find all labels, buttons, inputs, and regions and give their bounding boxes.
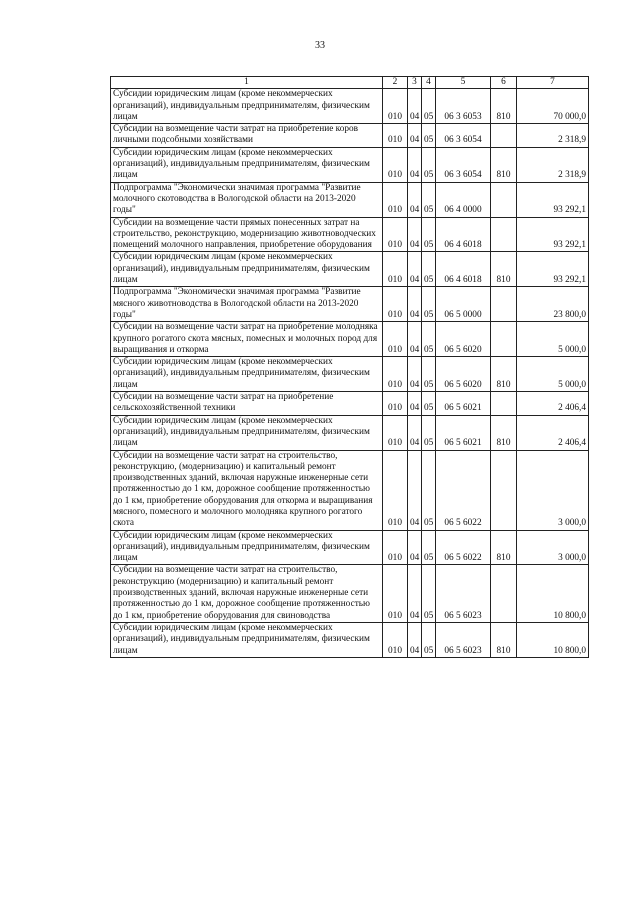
header-cell: 7	[517, 77, 589, 89]
row-value-cell	[491, 217, 517, 252]
header-cell: 3	[408, 77, 422, 89]
row-value-cell: 04	[408, 124, 422, 148]
table-row	[111, 147, 589, 182]
row-value-cell: 010	[383, 182, 408, 217]
row-value-cell: 93 292,1	[517, 252, 589, 287]
row-value-cell: 810	[491, 415, 517, 450]
row-value-cell: 04	[408, 252, 422, 287]
table-row	[111, 182, 589, 217]
header-cell: 6	[491, 77, 517, 89]
row-value-cell: 04	[408, 217, 422, 252]
row-value-cell	[491, 392, 517, 416]
row-value-cell: 04	[408, 89, 422, 124]
row-value-cell: 93 292,1	[517, 182, 589, 217]
row-value-cell: 010	[383, 392, 408, 416]
row-value-cell: 3 000,0	[517, 530, 589, 565]
row-value-cell: 05	[422, 357, 436, 392]
row-name-cell: Субсидии юридическим лицам (кроме некоммерческих организаций), индивидуальным предпринимателям, физическим лицам	[111, 357, 383, 392]
row-value-cell: 010	[383, 530, 408, 565]
row-name-cell: Субсидии юридическим лицам (кроме некоммерческих организаций), индивидуальным предпринимателям, физическим лицам	[111, 622, 383, 657]
row-name-cell: Подпрограмма "Экономически значимая программа "Развитие мясного животноводства в Вологодской области на 2013-2020 годы"	[111, 287, 383, 322]
row-value-cell: 010	[383, 147, 408, 182]
row-value-cell: 06 3 6053	[436, 89, 491, 124]
row-value-cell: 05	[422, 622, 436, 657]
table-row	[111, 322, 589, 357]
row-value-cell: 06 3 6054	[436, 124, 491, 148]
table-row	[111, 217, 589, 252]
page-number: 33	[315, 40, 325, 51]
table-row	[111, 357, 589, 392]
row-value-cell: 05	[422, 182, 436, 217]
table-row	[111, 622, 589, 657]
row-value-cell: 05	[422, 415, 436, 450]
row-name-cell: Субсидии на возмещение части затрат на строительство, реконструкцию (модернизацию) и капитальный ремонт производственных зданий, включая наружные инженерные сети протяженностью до 1 км, дорожное сообщение протяженностью до 1 км, приобретение оборудования для свиноводства	[111, 565, 383, 622]
row-name-cell: Субсидии на возмещение части затрат на приобретение сельскохозяйственной техники	[111, 392, 383, 416]
row-name-cell: Подпрограмма "Экономически значимая программа "Развитие молочного скотоводства в Вологодской области на 2013-2020 годы"	[111, 182, 383, 217]
row-value-cell: 04	[408, 147, 422, 182]
row-value-cell: 010	[383, 450, 408, 530]
table-header-row	[111, 77, 589, 89]
row-value-cell: 010	[383, 357, 408, 392]
row-value-cell: 04	[408, 322, 422, 357]
row-name-cell: Субсидии на возмещение части затрат на приобретение коров личными подсобными хозяйствами	[111, 124, 383, 148]
row-value-cell: 2 406,4	[517, 415, 589, 450]
row-value-cell: 2 406,4	[517, 392, 589, 416]
row-value-cell: 810	[491, 147, 517, 182]
row-value-cell: 05	[422, 565, 436, 622]
row-value-cell	[491, 565, 517, 622]
row-name-cell: Субсидии на возмещение части прямых понесенных затрат на строительство, реконструкцию, модернизацию животноводческих помещений молочного направления, приобретение оборудования	[111, 217, 383, 252]
row-value-cell: 010	[383, 124, 408, 148]
row-value-cell: 810	[491, 622, 517, 657]
row-value-cell: 05	[422, 252, 436, 287]
row-value-cell: 23 800,0	[517, 287, 589, 322]
row-value-cell: 06 3 6054	[436, 147, 491, 182]
table-row	[111, 415, 589, 450]
row-value-cell: 04	[408, 450, 422, 530]
row-value-cell: 010	[383, 217, 408, 252]
row-value-cell	[491, 182, 517, 217]
row-value-cell: 05	[422, 322, 436, 357]
row-value-cell: 06 5 6020	[436, 322, 491, 357]
row-value-cell: 06 5 6021	[436, 392, 491, 416]
table-row	[111, 287, 589, 322]
header-cell: 4	[422, 77, 436, 89]
row-value-cell: 04	[408, 415, 422, 450]
row-value-cell: 010	[383, 287, 408, 322]
row-value-cell: 93 292,1	[517, 217, 589, 252]
table-row	[111, 392, 589, 416]
table-row	[111, 252, 589, 287]
row-value-cell: 05	[422, 530, 436, 565]
row-value-cell: 05	[422, 217, 436, 252]
row-value-cell: 5 000,0	[517, 322, 589, 357]
row-name-cell: Субсидии юридическим лицам (кроме некоммерческих организаций), индивидуальным предпринимателям, физическим лицам	[111, 147, 383, 182]
row-value-cell: 04	[408, 182, 422, 217]
row-value-cell: 010	[383, 252, 408, 287]
row-name-cell: Субсидии на возмещение части затрат на строительство, реконструкцию, (модернизацию) и капитальный ремонт производственных зданий, включая наружные инженерные сети протяженностью до 1 км, дорожное сообщение протяженностью до 1 км, приобретение оборудования для откорма и выращивания мясного, помесного и молочного молодняка крупного рогатого скота	[111, 450, 383, 530]
row-value-cell	[491, 124, 517, 148]
header-cell: 2	[383, 77, 408, 89]
row-value-cell: 810	[491, 89, 517, 124]
row-value-cell	[491, 450, 517, 530]
row-value-cell: 04	[408, 622, 422, 657]
row-value-cell	[491, 322, 517, 357]
row-value-cell: 04	[408, 565, 422, 622]
row-value-cell: 04	[408, 357, 422, 392]
row-value-cell: 06 5 6023	[436, 622, 491, 657]
row-name-cell: Субсидии юридическим лицам (кроме некоммерческих организаций), индивидуальным предпринимателям, физическим лицам	[111, 252, 383, 287]
row-value-cell: 05	[422, 450, 436, 530]
row-value-cell: 2 318,9	[517, 124, 589, 148]
row-value-cell: 06 4 6018	[436, 252, 491, 287]
row-value-cell: 05	[422, 147, 436, 182]
row-value-cell: 06 4 0000	[436, 182, 491, 217]
row-value-cell: 010	[383, 89, 408, 124]
table-row	[111, 530, 589, 565]
row-value-cell: 10 800,0	[517, 622, 589, 657]
row-value-cell: 04	[408, 392, 422, 416]
row-value-cell: 810	[491, 357, 517, 392]
row-value-cell: 810	[491, 530, 517, 565]
row-value-cell: 010	[383, 622, 408, 657]
row-value-cell: 05	[422, 124, 436, 148]
table-row	[111, 89, 589, 124]
table-row	[111, 565, 589, 622]
row-name-cell: Субсидии юридическим лицам (кроме некоммерческих организаций), индивидуальным предпринимателям, физическим лицам	[111, 530, 383, 565]
row-value-cell: 70 000,0	[517, 89, 589, 124]
row-name-cell: Субсидии юридическим лицам (кроме некоммерческих организаций), индивидуальным предпринимателям, физическим лицам	[111, 89, 383, 124]
row-value-cell: 010	[383, 415, 408, 450]
row-value-cell: 5 000,0	[517, 357, 589, 392]
budget-table	[110, 76, 589, 658]
row-value-cell: 05	[422, 392, 436, 416]
row-value-cell: 06 5 6021	[436, 415, 491, 450]
row-value-cell: 06 5 6023	[436, 565, 491, 622]
table-row	[111, 450, 589, 530]
row-value-cell: 06 5 6020	[436, 357, 491, 392]
row-value-cell: 05	[422, 89, 436, 124]
row-value-cell: 06 5 6022	[436, 530, 491, 565]
row-value-cell: 06 4 6018	[436, 217, 491, 252]
row-value-cell: 3 000,0	[517, 450, 589, 530]
row-value-cell: 010	[383, 322, 408, 357]
row-value-cell: 810	[491, 252, 517, 287]
table-row	[111, 124, 589, 148]
row-value-cell: 04	[408, 287, 422, 322]
header-cell: 5	[436, 77, 491, 89]
table-body	[111, 89, 589, 658]
row-value-cell: 06 5 6022	[436, 450, 491, 530]
row-name-cell: Субсидии на возмещение части затрат на приобретение молодняка крупного рогатого скота мясных, помесных и молочных пород для выращивания и откорма	[111, 322, 383, 357]
row-value-cell: 10 800,0	[517, 565, 589, 622]
row-value-cell: 05	[422, 287, 436, 322]
row-value-cell: 06 5 0000	[436, 287, 491, 322]
header-cell: 1	[111, 77, 383, 89]
row-value-cell	[491, 287, 517, 322]
row-value-cell: 2 318,9	[517, 147, 589, 182]
row-value-cell: 04	[408, 530, 422, 565]
row-name-cell: Субсидии юридическим лицам (кроме некоммерческих организаций), индивидуальным предпринимателям, физическим лицам	[111, 415, 383, 450]
row-value-cell: 010	[383, 565, 408, 622]
